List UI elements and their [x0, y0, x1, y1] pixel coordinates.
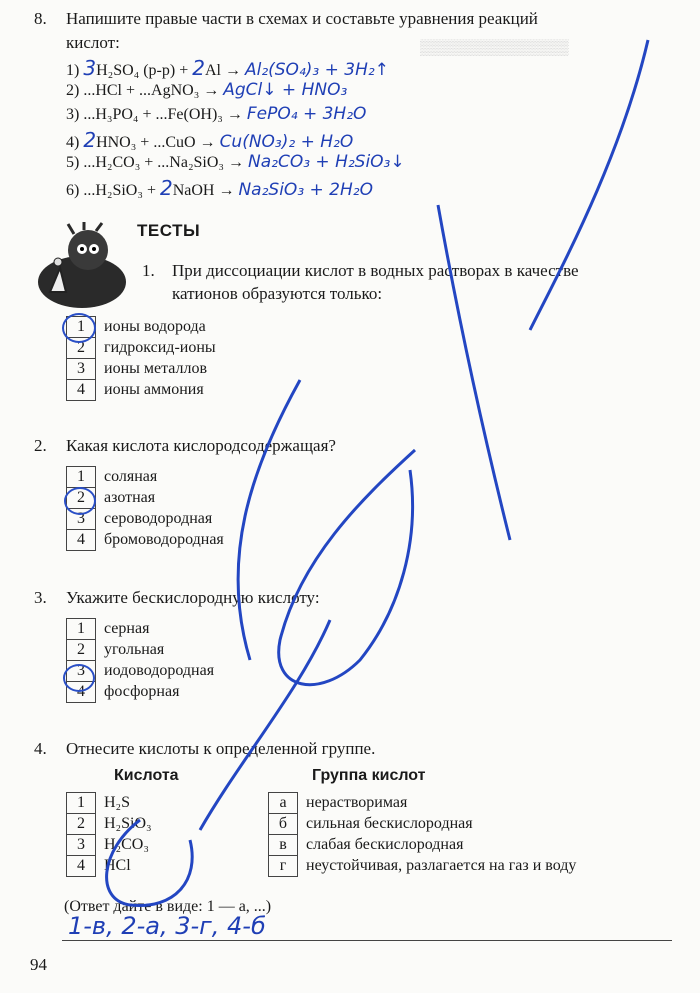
answer-circle-mark: [62, 313, 96, 343]
option-text: гидроксид-ионы: [104, 339, 216, 356]
group-letter: в: [269, 835, 298, 856]
option-text: азотная: [104, 489, 156, 506]
show-through-text: ▒▒▒▒▒▒▒▒▒▒▒▒▒▒: [420, 40, 569, 56]
group-letter: а: [269, 793, 298, 814]
option-row[interactable]: [67, 509, 230, 530]
group-row[interactable]: [269, 856, 583, 877]
reaction-number: 1): [66, 62, 80, 79]
reaction-number: 6): [66, 182, 80, 199]
handwritten-coefficient: 2: [83, 128, 97, 152]
acid-number: 2: [67, 814, 96, 835]
option-row[interactable]: [67, 640, 221, 661]
option-row[interactable]: [67, 467, 230, 488]
reaction-left: Al →: [204, 62, 241, 79]
question-number: 1.: [142, 261, 155, 280]
handwritten-coefficient: 2: [192, 56, 205, 80]
reaction-5: [66, 152, 405, 172]
option-text: ионы аммония: [104, 381, 204, 398]
acid-row[interactable]: [67, 856, 181, 877]
option-number: 3: [67, 661, 96, 682]
reaction-number: 3): [66, 106, 80, 123]
page-footer-rule: [62, 940, 672, 941]
option-number: 1: [67, 317, 96, 338]
option-text: иодоводородная: [104, 662, 215, 679]
group-row[interactable]: [269, 793, 583, 814]
acid-table: [66, 792, 181, 877]
option-text: соляная: [104, 468, 158, 485]
group-text: неустойчивая, разлагается на газ и воду: [306, 857, 577, 874]
handwritten-answer: 1-в, 2-а, 3-г, 4-б: [68, 912, 266, 940]
acid-column-header: Кислота: [114, 767, 179, 784]
handwritten-answer: Cu(NO₃)₂ + H₂O: [219, 132, 354, 152]
option-number: 1: [67, 619, 96, 640]
options-table-3: [66, 618, 221, 703]
group-table: [268, 792, 583, 877]
handwritten-coefficient: 3: [83, 56, 97, 80]
question-number: 4.: [34, 739, 47, 758]
reaction-2: [66, 80, 347, 100]
option-text: бромоводородная: [104, 531, 224, 548]
question-text: кислот:: [66, 33, 120, 52]
option-row[interactable]: [67, 380, 223, 401]
question-number: 8.: [34, 9, 47, 28]
acid-number: 1: [67, 793, 96, 814]
handwritten-answer: Na₂SiO₃ + 2H₂O: [238, 180, 373, 200]
option-text: ионы металлов: [104, 360, 208, 377]
handwritten-answer: AgCl↓ + HNO₃: [223, 80, 348, 100]
group-column-header: Группа кислот: [312, 767, 426, 784]
handwritten-coefficient: 2: [159, 176, 173, 200]
option-number: 4: [67, 380, 96, 401]
acid-formula: H₂S: [104, 794, 131, 811]
question-text: Какая кислота кислородсодержащая?: [66, 436, 336, 455]
answer-circle-mark: [64, 487, 96, 515]
reaction-3: [66, 104, 366, 124]
acid-number: 4: [67, 856, 96, 877]
acid-formula: HCl: [104, 857, 131, 874]
question-text: При диссоциации кислот в водных растворах в качестве: [172, 261, 579, 280]
option-row[interactable]: [67, 359, 223, 380]
option-text: сероводородная: [104, 510, 213, 527]
group-row[interactable]: [269, 835, 583, 856]
option-row[interactable]: [67, 619, 221, 640]
reaction-left: HNO₃ + ...CuO →: [96, 134, 216, 151]
option-text: ионы водорода: [104, 318, 206, 335]
answer-format-hint: (Ответ дайте в виде: 1 — а, ...): [64, 898, 272, 915]
group-letter: г: [269, 856, 298, 877]
acid-row[interactable]: [67, 814, 181, 835]
acid-formula: H₂SiO₃: [104, 815, 152, 832]
handwritten-answer: Al₂(SO₄)₃ + 3H₂↑: [244, 60, 389, 80]
scientist-mascot-icon: [34, 222, 130, 310]
group-text: слабая бескислородная: [306, 836, 464, 853]
option-number: 1: [67, 467, 96, 488]
reaction-left: ...H₂SiO₃ +: [83, 182, 160, 199]
option-number: 4: [67, 530, 96, 551]
question-text: Напишите правые части в схемах и составьте уравнения реакций: [66, 9, 538, 28]
answer-circle-mark: [63, 664, 95, 692]
option-row[interactable]: [67, 338, 223, 359]
reaction-left: ...HCl + ...AgNO₃ →: [83, 82, 220, 99]
tests-title: ТЕСТЫ: [137, 221, 201, 240]
handwritten-answer: Na₂CO₃ + H₂SiO₃↓: [248, 152, 405, 172]
option-row[interactable]: [67, 530, 230, 551]
option-number: 3: [67, 509, 96, 530]
group-row[interactable]: [269, 814, 583, 835]
group-text: сильная бескислородная: [306, 815, 473, 832]
page-number: 94: [30, 955, 47, 974]
reaction-4: [66, 128, 353, 152]
question-number: 3.: [34, 588, 47, 607]
option-number: 2: [67, 338, 96, 359]
question-text: Укажите бескислородную кислоту:: [66, 588, 320, 607]
handwritten-answer: FePO₄ + 3H₂O: [246, 104, 367, 124]
acid-row[interactable]: [67, 835, 181, 856]
reaction-left: ...H₂CO₃ + ...Na₂SiO₃ →: [83, 154, 244, 171]
question-text: катионов образуются только:: [172, 284, 383, 303]
reaction-left: NaOH →: [172, 182, 235, 199]
reaction-left: ...H₃PO₄ + ...Fe(OH)₃ →: [83, 106, 243, 123]
reaction-left: H₂SO₄ (р-р) +: [96, 62, 193, 79]
option-text: угольная: [104, 641, 165, 658]
reaction-number: 5): [66, 154, 80, 171]
question-text: Отнесите кислоты к определенной группе.: [66, 739, 376, 758]
option-text: серная: [104, 620, 150, 637]
option-number: 3: [67, 359, 96, 380]
acid-formula: H₂CO₃: [104, 836, 149, 853]
group-letter: б: [269, 814, 298, 835]
reaction-number: 4): [66, 134, 80, 151]
acid-row[interactable]: [67, 793, 181, 814]
option-number: 2: [67, 488, 96, 509]
reaction-6: [66, 176, 373, 200]
reaction-number: 2): [66, 82, 80, 99]
reaction-1: [66, 56, 389, 80]
option-number: 2: [67, 640, 96, 661]
option-number: 4: [67, 682, 96, 703]
acid-number: 3: [67, 835, 96, 856]
option-text: фосфорная: [104, 683, 180, 700]
question-number: 2.: [34, 436, 47, 455]
group-text: нерастворимая: [306, 794, 408, 811]
